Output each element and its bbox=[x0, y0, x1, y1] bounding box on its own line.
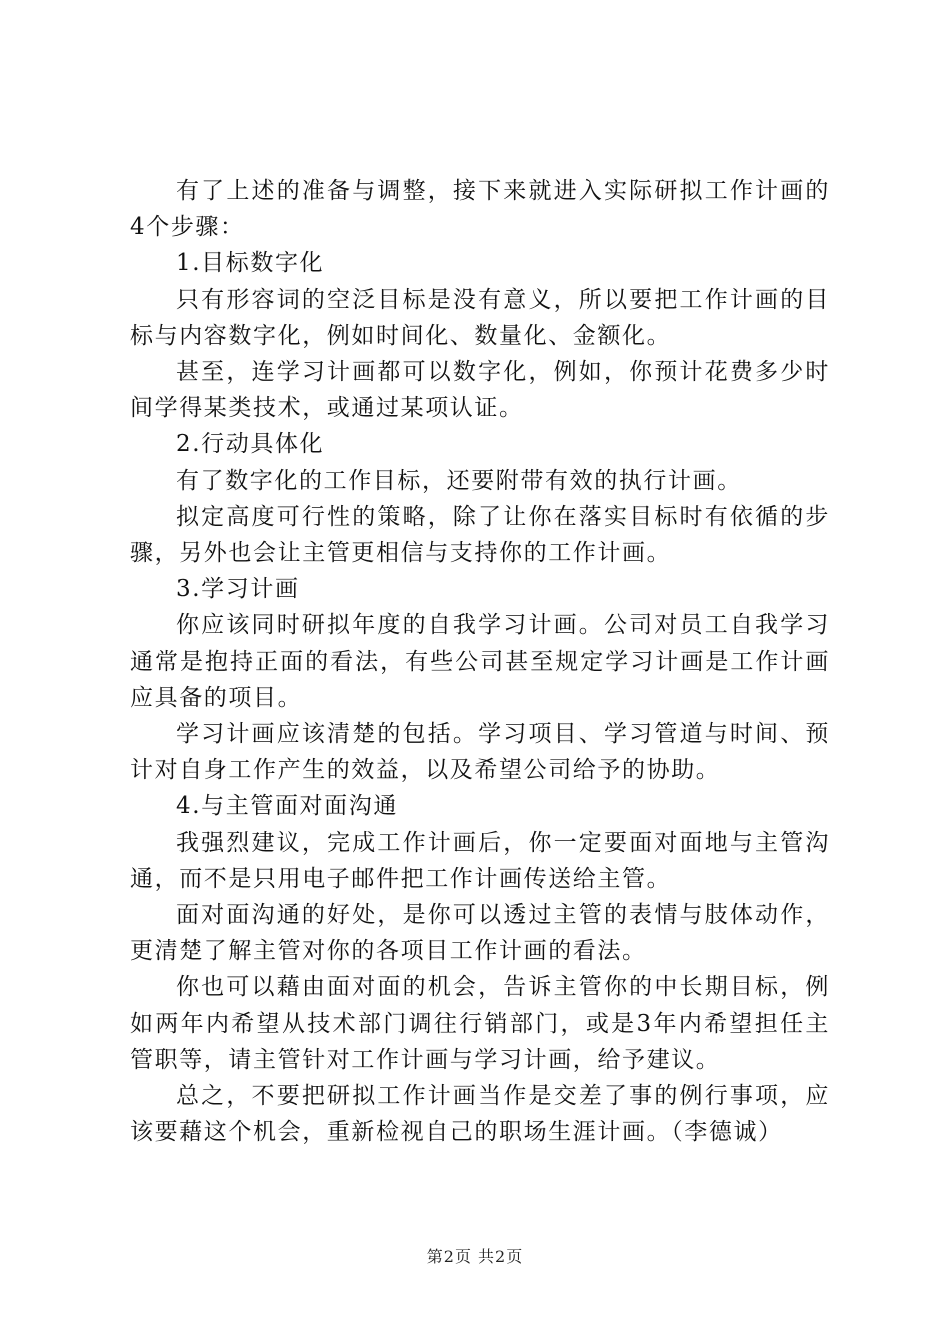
conclusion-paragraph: 总之，不要把研拟工作计画当作是交差了事的例行事项，应该要藉这个机会，重新检视自己的职场生涯计画。（李德诚） bbox=[130, 1083, 830, 1146]
step-3-paragraph-2: 学习计画应该清楚的包括。学习项目、学习管道与时间、预计对自身工作产生的效益，以及希望公司给予的协助。 bbox=[130, 721, 830, 784]
step-4-paragraph-3: 你也可以藉由面对面的机会，告诉主管你的中长期目标，例如两年内希望从技术部门调往行销部门，或是3年内希望担任主管职等，请主管针对工作计画与学习计画，给予建议。 bbox=[130, 974, 830, 1073]
step-4-paragraph-1: 我强烈建议，完成工作计画后，你一定要面对面地与主管沟通，而不是只用电子邮件把工作计画传送给主管。 bbox=[130, 829, 830, 892]
step-2-heading: 2.行动具体化 bbox=[176, 431, 325, 458]
step-1-heading: 1.目标数字化 bbox=[176, 250, 325, 277]
step-4-heading: 4.与主管面对面沟通 bbox=[176, 793, 398, 820]
step-4-paragraph-2: 面对面沟通的好处，是你可以透过主管的表情与肢体动作，更清楚了解主管对你的各项目工作计画的看法。 bbox=[130, 902, 830, 965]
document-body bbox=[130, 173, 830, 1150]
step-1-paragraph-1: 只有形容词的空泛目标是没有意义，所以要把工作计画的目标与内容数字化，例如时间化、数量化、金额化。 bbox=[130, 286, 830, 349]
step-2-paragraph-1: 有了数字化的工作目标，还要附带有效的执行计画。 bbox=[176, 467, 742, 494]
step-3-paragraph-1: 你应该同时研拟年度的自我学习计画。公司对员工自我学习通常是抱持正面的看法，有些公司甚至规定学习计画是工作计画应具备的项目。 bbox=[130, 612, 830, 711]
step-3-heading: 3.学习计画 bbox=[176, 576, 300, 603]
page-number-footer: 第2页 共2页 bbox=[426, 1247, 524, 1266]
step-2-paragraph-2: 拟定高度可行性的策略，除了让你在落实目标时有依循的步骤，另外也会让主管更相信与支持你的工作计画。 bbox=[130, 503, 830, 567]
intro-paragraph: 有了上述的准备与调整，接下来就进入实际研拟工作计画的4个步骤： bbox=[130, 178, 830, 241]
step-1-paragraph-2: 甚至，连学习计画都可以数字化，例如，你预计花费多少时间学得某类技术，或通过某项认证。 bbox=[130, 359, 830, 422]
